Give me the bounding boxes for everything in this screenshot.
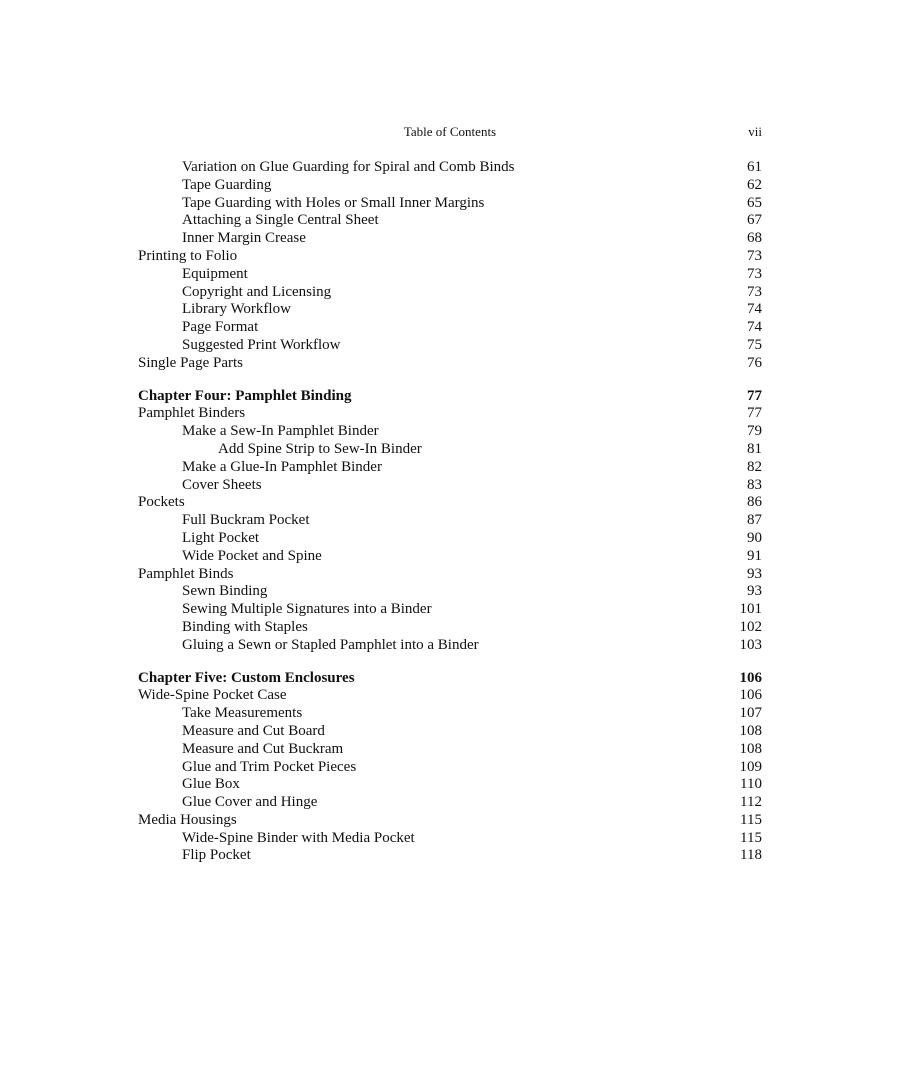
toc-entry[interactable] xyxy=(138,566,762,584)
toc-entry-page: 103 xyxy=(739,636,762,653)
toc-entry-page: 75 xyxy=(747,336,762,353)
toc-entry-title: Wide-Spine Binder with Media Pocket xyxy=(182,829,415,846)
toc-entry[interactable] xyxy=(138,687,762,705)
toc-entry[interactable] xyxy=(138,423,762,441)
toc-entry-page: 107 xyxy=(739,705,762,722)
toc-entry-page: 68 xyxy=(747,230,762,247)
toc-entry-title: Sewn Binding xyxy=(182,583,268,600)
toc-entry-page: 93 xyxy=(747,565,762,582)
toc-entry-title: Pamphlet Binds xyxy=(138,565,234,582)
toc-entry-title: Glue and Trim Pocket Pieces xyxy=(182,758,357,775)
toc-entry-page: 77 xyxy=(747,405,762,422)
toc-entry[interactable] xyxy=(138,759,762,777)
toc-entry-page: 108 xyxy=(739,722,762,739)
toc-entry-title: Take Measurements xyxy=(182,705,303,722)
toc-section xyxy=(138,388,762,655)
toc-entry-page: 115 xyxy=(740,811,762,828)
toc-entry[interactable] xyxy=(138,583,762,601)
toc-entry-page: 118 xyxy=(740,847,762,864)
toc-entry[interactable] xyxy=(138,284,762,302)
toc-entry-page: 91 xyxy=(747,547,762,564)
toc-entry-title: Full Buckram Pocket xyxy=(182,512,310,529)
toc-entry[interactable] xyxy=(138,319,762,337)
toc-entry-title: Equipment xyxy=(182,265,248,282)
toc-entry-page: 106 xyxy=(739,669,762,686)
toc-entry-title: Page Format xyxy=(182,319,259,336)
toc-entry-title: Suggested Print Workflow xyxy=(182,336,341,353)
toc-entry-page: 90 xyxy=(747,529,762,546)
toc-entry-page: 87 xyxy=(747,512,762,529)
toc-entry-page: 86 xyxy=(747,494,762,511)
toc-entry[interactable] xyxy=(138,301,762,319)
toc-entry-page: 62 xyxy=(747,176,762,193)
toc-entry-page: 83 xyxy=(747,476,762,493)
toc-entry-title: Binding with Staples xyxy=(182,618,308,635)
toc-entry-page: 115 xyxy=(740,829,762,846)
toc-entry[interactable] xyxy=(138,494,762,512)
toc-entry[interactable] xyxy=(138,337,762,355)
toc-entry-page: 108 xyxy=(739,740,762,757)
toc-entry-title: Media Housings xyxy=(138,811,237,828)
toc-entry-page: 74 xyxy=(747,301,762,318)
toc-entry-page: 109 xyxy=(739,758,762,775)
toc-entry-page: 106 xyxy=(739,687,762,704)
toc-entry[interactable] xyxy=(138,705,762,723)
toc-entry-page: 67 xyxy=(747,212,762,229)
toc-entry-page: 73 xyxy=(747,265,762,282)
toc-entry-page: 65 xyxy=(747,194,762,211)
toc-entry[interactable] xyxy=(138,441,762,459)
toc-entry[interactable] xyxy=(138,195,762,213)
toc-section xyxy=(138,159,762,373)
toc-entry-title: Attaching a Single Central Sheet xyxy=(182,212,379,229)
toc-entry-title: Make a Sew-In Pamphlet Binder xyxy=(182,423,379,440)
toc-entry-page: 110 xyxy=(740,776,762,793)
toc-entry[interactable] xyxy=(138,459,762,477)
table-of-contents xyxy=(138,159,762,880)
toc-section xyxy=(138,670,762,866)
toc-entry-title: Chapter Four: Pamphlet Binding xyxy=(138,387,352,404)
toc-entry[interactable] xyxy=(138,548,762,566)
toc-entry-title: Single Page Parts xyxy=(138,354,243,371)
toc-entry[interactable] xyxy=(138,812,762,830)
toc-entry-page: 112 xyxy=(740,794,762,811)
toc-entry-title: Wide-Spine Pocket Case xyxy=(138,687,287,704)
toc-entry-page: 82 xyxy=(747,458,762,475)
toc-entry-title: Library Workflow xyxy=(182,301,291,318)
toc-entry[interactable] xyxy=(138,741,762,759)
toc-entry-page: 77 xyxy=(747,387,762,404)
toc-entry[interactable] xyxy=(138,619,762,637)
toc-entry[interactable] xyxy=(138,212,762,230)
toc-entry[interactable] xyxy=(138,159,762,177)
toc-entry-title: Copyright and Licensing xyxy=(182,283,332,300)
page-number: vii xyxy=(748,124,762,139)
toc-entry-title: Printing to Folio xyxy=(138,247,238,264)
toc-entry-title: Chapter Five: Custom Enclosures xyxy=(138,669,355,686)
toc-entry-page: 101 xyxy=(739,601,762,618)
toc-entry[interactable] xyxy=(138,723,762,741)
toc-entry[interactable] xyxy=(138,637,762,655)
toc-entry-page: 73 xyxy=(747,247,762,264)
toc-entry[interactable] xyxy=(138,266,762,284)
toc-entry-page: 93 xyxy=(747,583,762,600)
toc-entry[interactable] xyxy=(138,177,762,195)
toc-entry-page: 74 xyxy=(747,319,762,336)
running-title: Table of Contents xyxy=(403,124,497,139)
toc-entry[interactable] xyxy=(138,512,762,530)
toc-entry-title: Measure and Cut Board xyxy=(182,722,325,739)
toc-entry-title: Wide Pocket and Spine xyxy=(182,547,322,564)
toc-entry[interactable] xyxy=(138,477,762,495)
toc-entry-page: 76 xyxy=(747,354,762,371)
toc-entry[interactable] xyxy=(138,248,762,266)
toc-entry-title: Add Spine Strip to Sew-In Binder xyxy=(218,440,422,457)
running-header xyxy=(138,124,762,142)
toc-entry-title: Inner Margin Crease xyxy=(182,230,306,247)
chapter-heading[interactable] xyxy=(138,388,762,406)
toc-entry-title: Glue Box xyxy=(182,776,240,793)
toc-entry-title: Pamphlet Binders xyxy=(138,405,246,422)
toc-entry-title: Sewing Multiple Signatures into a Binder xyxy=(182,601,432,618)
toc-entry-page: 102 xyxy=(739,618,762,635)
toc-entry-title: Cover Sheets xyxy=(182,476,262,493)
chapter-heading[interactable] xyxy=(138,670,762,688)
toc-entry-title: Gluing a Sewn or Stapled Pamphlet into a Binder xyxy=(182,636,479,653)
toc-entry-page: 61 xyxy=(747,159,762,175)
toc-entry-title: Make a Glue-In Pamphlet Binder xyxy=(182,458,382,475)
toc-entry[interactable] xyxy=(138,830,762,848)
toc-entry[interactable] xyxy=(138,530,762,548)
toc-entry[interactable] xyxy=(138,776,762,794)
toc-entry-title: Light Pocket xyxy=(182,529,260,546)
toc-entry[interactable] xyxy=(138,355,762,373)
toc-entry[interactable] xyxy=(138,230,762,248)
toc-entry-title: Tape Guarding xyxy=(182,176,272,193)
toc-entry-page: 73 xyxy=(747,283,762,300)
toc-entry-title: Flip Pocket xyxy=(182,847,251,864)
toc-entry-title: Pockets xyxy=(138,494,185,511)
toc-entry-title: Measure and Cut Buckram xyxy=(182,740,344,757)
toc-entry-title: Tape Guarding with Holes or Small Inner Margins xyxy=(182,194,485,211)
toc-entry-page: 79 xyxy=(747,423,762,440)
toc-entry[interactable] xyxy=(138,405,762,423)
toc-entry[interactable] xyxy=(138,794,762,812)
toc-entry-page: 81 xyxy=(747,440,762,457)
toc-entry[interactable] xyxy=(138,601,762,619)
toc-entry[interactable] xyxy=(138,847,762,865)
toc-entry-title: Glue Cover and Hinge xyxy=(182,794,318,811)
toc-entry-title: Variation on Glue Guarding for Spiral and Comb Binds xyxy=(182,159,515,175)
